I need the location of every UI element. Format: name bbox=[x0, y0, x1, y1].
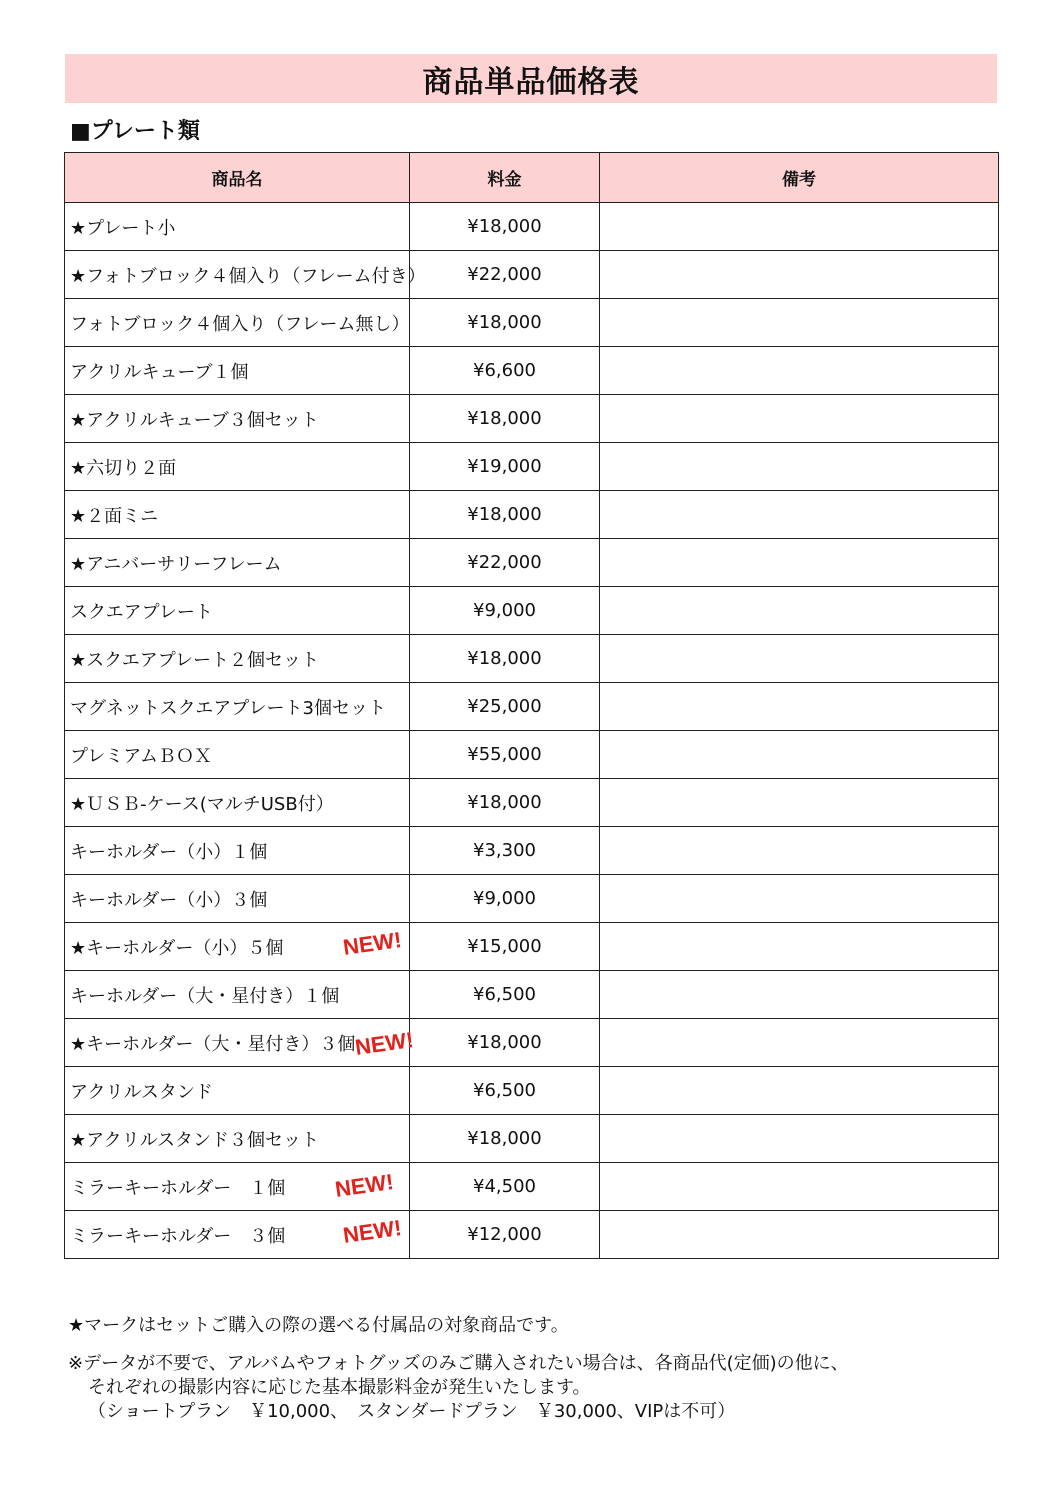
product-name: ★２面ミニ bbox=[70, 505, 159, 527]
product-name-cell bbox=[65, 875, 410, 923]
note-cell bbox=[600, 251, 999, 299]
product-name: ミラーキーホルダー １個 bbox=[70, 1177, 286, 1199]
new-badge: NEW! bbox=[333, 1169, 396, 1202]
note-cell bbox=[600, 395, 999, 443]
product-name: ★スクエアプレート２個セット bbox=[70, 649, 320, 671]
product-name-cell bbox=[65, 1163, 410, 1211]
price-cell: ¥55,000 bbox=[410, 731, 600, 779]
product-name-cell bbox=[65, 827, 410, 875]
product-name: ★アクリルキューブ３個セット bbox=[70, 409, 319, 431]
product-name: ★アニバーサリーフレーム bbox=[70, 553, 282, 575]
product-name: ★ＵＳＢ-ケース(マルチUSB付） bbox=[70, 793, 334, 815]
data-note-line-1: ※データが不要で、アルバムやフォトグッズのみご購入されたい場合は、各商品代(定価)の他に、 bbox=[68, 1353, 849, 1374]
product-name-cell bbox=[65, 587, 410, 635]
section-heading: ■プレート類 bbox=[70, 119, 200, 144]
note-cell bbox=[600, 1067, 999, 1115]
price-cell: ¥12,000 bbox=[410, 1211, 600, 1259]
table-row bbox=[65, 827, 999, 875]
price-cell: ¥9,000 bbox=[410, 875, 600, 923]
product-name-cell bbox=[65, 1067, 410, 1115]
price-cell: ¥18,000 bbox=[410, 299, 600, 347]
price-cell: ¥6,600 bbox=[410, 347, 600, 395]
price-cell: ¥18,000 bbox=[410, 491, 600, 539]
table-row bbox=[65, 539, 999, 587]
note-cell bbox=[600, 1211, 999, 1259]
table-row bbox=[65, 971, 999, 1019]
new-badge: NEW! bbox=[341, 1215, 404, 1248]
product-name-cell bbox=[65, 395, 410, 443]
note-cell bbox=[600, 203, 999, 251]
product-name: キーホルダー（小）１個 bbox=[70, 841, 268, 863]
product-name-cell bbox=[65, 491, 410, 539]
note-cell bbox=[600, 875, 999, 923]
price-cell: ¥6,500 bbox=[410, 971, 600, 1019]
product-name: ミラーキーホルダー ３個 bbox=[70, 1225, 286, 1247]
table-row bbox=[65, 251, 999, 299]
product-name-cell bbox=[65, 923, 410, 971]
note-cell bbox=[600, 539, 999, 587]
note-cell bbox=[600, 731, 999, 779]
product-name-cell bbox=[65, 779, 410, 827]
new-badge: NEW! bbox=[341, 927, 404, 960]
header-note: 備考 bbox=[600, 153, 999, 203]
note-cell bbox=[600, 827, 999, 875]
product-name: アクリルスタンド bbox=[70, 1081, 213, 1103]
price-cell: ¥18,000 bbox=[410, 779, 600, 827]
note-cell bbox=[600, 1163, 999, 1211]
footnotes bbox=[68, 1314, 849, 1424]
new-badge: NEW! bbox=[353, 1027, 416, 1060]
product-name-cell bbox=[65, 299, 410, 347]
table-row bbox=[65, 731, 999, 779]
page-title: 商品単品価格表 bbox=[422, 64, 640, 100]
price-cell: ¥18,000 bbox=[410, 1115, 600, 1163]
product-name-cell bbox=[65, 635, 410, 683]
table-row bbox=[65, 443, 999, 491]
price-cell: ¥18,000 bbox=[410, 203, 600, 251]
header-price: 料金 bbox=[410, 153, 600, 203]
product-name-cell bbox=[65, 1115, 410, 1163]
star-note: ★マークはセットご購入の際の選べる付属品の対象商品です。 bbox=[68, 1315, 569, 1336]
note-cell bbox=[600, 443, 999, 491]
table-row bbox=[65, 1163, 999, 1211]
table-row bbox=[65, 347, 999, 395]
table-row bbox=[65, 1067, 999, 1115]
table-row bbox=[65, 1115, 999, 1163]
table-row bbox=[65, 1211, 999, 1259]
price-cell: ¥18,000 bbox=[410, 635, 600, 683]
price-cell: ¥22,000 bbox=[410, 251, 600, 299]
price-cell: ¥18,000 bbox=[410, 1019, 600, 1067]
table-body bbox=[65, 203, 999, 1259]
product-name: プレミアムＢＯＸ bbox=[70, 745, 213, 767]
note-cell bbox=[600, 971, 999, 1019]
product-name-cell bbox=[65, 539, 410, 587]
price-cell: ¥3,300 bbox=[410, 827, 600, 875]
table-row bbox=[65, 587, 999, 635]
note-cell bbox=[600, 587, 999, 635]
note-cell bbox=[600, 347, 999, 395]
data-note-line-3: （ショートプラン ￥10,000、 スタンダードプラン ￥30,000、VIPは不可） bbox=[88, 1401, 736, 1422]
product-name: マグネットスクエアプレート3個セット bbox=[70, 697, 387, 719]
note-cell bbox=[600, 923, 999, 971]
product-name: ★フォトブロック４個入り（フレーム付き） bbox=[70, 265, 426, 287]
product-name: ★キーホルダー（大・星付き）３個 bbox=[70, 1033, 356, 1055]
note-cell bbox=[600, 1115, 999, 1163]
table-row bbox=[65, 1019, 999, 1067]
product-name: スクエアプレート bbox=[70, 601, 213, 623]
header-product-name: 商品名 bbox=[65, 153, 410, 203]
product-name: ★キーホルダー（小）５個 bbox=[70, 937, 284, 959]
price-table bbox=[64, 152, 999, 1259]
product-name-cell bbox=[65, 971, 410, 1019]
product-name: キーホルダー（小）３個 bbox=[70, 889, 268, 911]
price-cell: ¥15,000 bbox=[410, 923, 600, 971]
product-name-cell bbox=[65, 203, 410, 251]
table-header-row bbox=[65, 153, 999, 203]
table-row bbox=[65, 683, 999, 731]
data-note-line-2: それぞれの撮影内容に応じた基本撮影料金が発生いたします。 bbox=[88, 1377, 591, 1398]
price-cell: ¥25,000 bbox=[410, 683, 600, 731]
product-name: フォトブロック４個入り（フレーム無し） bbox=[70, 313, 410, 335]
product-name: ★プレート小 bbox=[70, 217, 176, 239]
title-bar bbox=[65, 54, 997, 103]
price-cell: ¥22,000 bbox=[410, 539, 600, 587]
product-name: キーホルダー（大・星付き）１個 bbox=[70, 985, 340, 1007]
table-row bbox=[65, 299, 999, 347]
product-name-cell bbox=[65, 1019, 416, 1067]
table-row bbox=[65, 779, 999, 827]
price-cell: ¥19,000 bbox=[410, 443, 600, 491]
product-name-cell bbox=[65, 683, 410, 731]
product-name: アクリルキューブ１個 bbox=[70, 361, 249, 383]
table-row bbox=[65, 875, 999, 923]
table-row bbox=[65, 923, 999, 971]
product-name-cell bbox=[65, 731, 410, 779]
product-name-cell bbox=[65, 443, 410, 491]
product-name: ★アクリルスタンド３個セット bbox=[70, 1129, 320, 1151]
price-cell: ¥6,500 bbox=[410, 1067, 600, 1115]
table-row bbox=[65, 395, 999, 443]
table-row bbox=[65, 491, 999, 539]
price-cell: ¥9,000 bbox=[410, 587, 600, 635]
note-cell bbox=[600, 491, 999, 539]
product-name-cell bbox=[65, 347, 410, 395]
price-cell: ¥4,500 bbox=[410, 1163, 600, 1211]
note-cell bbox=[600, 1019, 999, 1067]
table-row bbox=[65, 635, 999, 683]
price-cell: ¥18,000 bbox=[410, 395, 600, 443]
table-row bbox=[65, 203, 999, 251]
note-cell bbox=[600, 683, 999, 731]
product-name-cell bbox=[65, 1211, 410, 1259]
note-cell bbox=[600, 299, 999, 347]
product-name: ★六切り２面 bbox=[70, 457, 177, 479]
note-cell bbox=[600, 779, 999, 827]
note-cell bbox=[600, 635, 999, 683]
product-name-cell bbox=[65, 251, 426, 299]
